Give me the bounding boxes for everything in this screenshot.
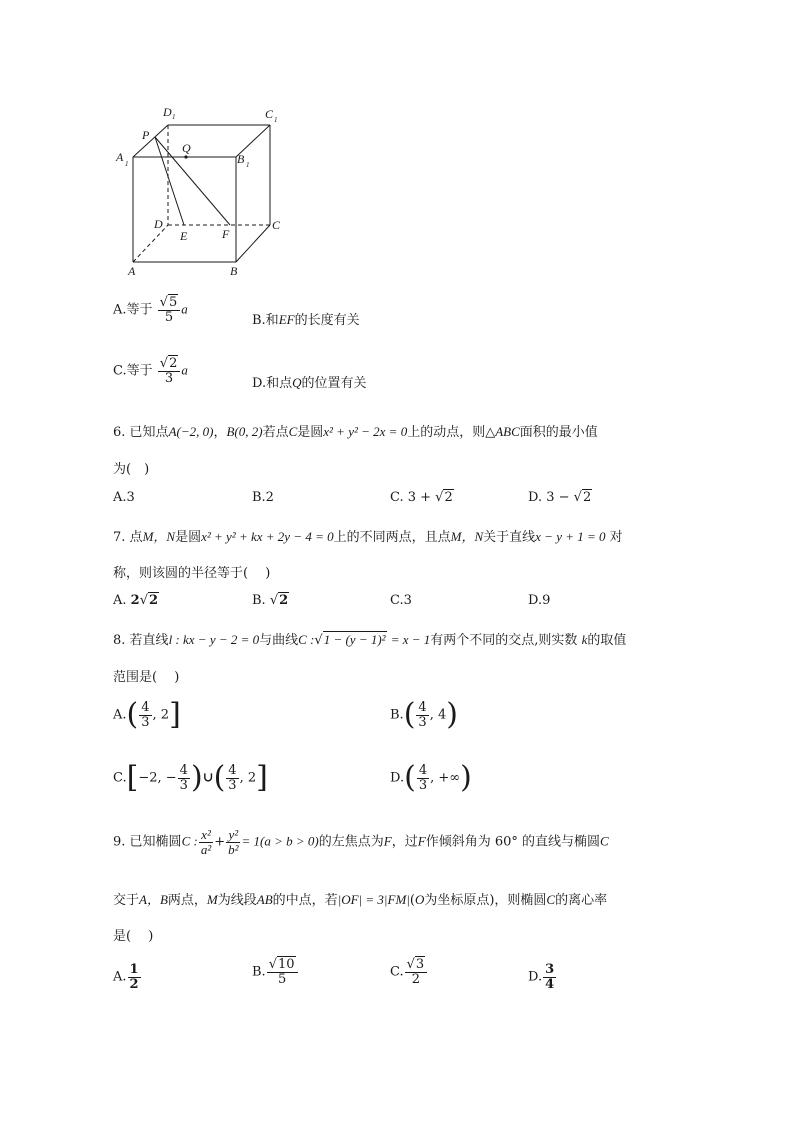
label-C1-sub: 1 xyxy=(274,116,278,124)
q5-a-num: 5 xyxy=(168,295,178,310)
q7-text1: 点 xyxy=(129,530,143,545)
q6-option-b: B.2 xyxy=(252,490,274,505)
q8-option-a: A.( $\frac{4}{3}$ , 2] xyxy=(113,697,181,732)
cube-figure xyxy=(100,95,300,280)
edge-BC xyxy=(236,225,270,262)
label-D: D xyxy=(154,217,163,231)
q8-b-frac xyxy=(416,701,428,729)
q9-text3: ，过 xyxy=(391,834,418,850)
q9-stem-line2 xyxy=(113,889,607,908)
q9-text1: 已知椭圆 xyxy=(129,834,182,850)
q6-c-rad: 2 xyxy=(444,490,453,505)
q9-d-label: D. xyxy=(528,969,543,985)
q7-number: 7. xyxy=(113,530,126,545)
label-Q: Q xyxy=(182,141,191,155)
q8-c-head: −2, − xyxy=(138,770,177,786)
q9-b-den: 5 xyxy=(277,971,287,987)
edge-AD xyxy=(133,225,168,262)
q9-l2c: 为线段 xyxy=(217,893,257,908)
q8-c2-den: 3 xyxy=(228,777,237,793)
q8-line-eq: l : kx − y − 2 = 0 xyxy=(168,632,260,647)
q8-text1: 若直线 xyxy=(129,633,169,648)
q5-c-den: 3 xyxy=(164,370,174,386)
q9-plus: + xyxy=(214,834,226,850)
q7-circle-eq: x² + y² + kx + 2y − 4 = 0 xyxy=(201,529,334,544)
q5-a-fraction: $\frac{√5}{5}$ xyxy=(158,296,181,324)
q9-a-num: 1 xyxy=(129,962,139,977)
q9-text2: 的左焦点为 xyxy=(318,834,384,850)
q7-option-a: A. 2√2 xyxy=(113,593,159,608)
label-B: B xyxy=(230,264,238,278)
q8-d-tail: , +∞ xyxy=(430,770,461,786)
q9-b-num: 10 xyxy=(277,957,295,972)
q6-d-text: D. 3 − xyxy=(528,490,570,505)
q6-circle-eq: x² + y² − 2x = 0 xyxy=(323,424,408,439)
q9-a-label: A. xyxy=(113,969,127,985)
label-A: A xyxy=(128,264,136,278)
q5-c-num: 2 xyxy=(169,356,178,371)
q6-point-b: B(0, 2) xyxy=(226,424,263,439)
q5-a-prefix: A.等于 xyxy=(113,302,153,318)
q6-point-a: A(−2, 0) xyxy=(168,424,214,439)
q9-l2a: 交于 xyxy=(113,893,140,908)
label-A1: A xyxy=(116,150,124,164)
q8-radicand: 1 − (y − 1)² xyxy=(323,632,386,647)
q5-c-prefix: C.等于 xyxy=(113,363,153,379)
label-D1: D xyxy=(163,105,172,119)
q7-a-text: A. xyxy=(113,593,127,608)
q7-option-d: D.9 xyxy=(528,593,551,608)
q8-c2-tail: , 2 xyxy=(239,770,257,786)
q8-d-num: 4 xyxy=(418,762,428,778)
q9-option-a xyxy=(113,963,142,991)
q7-text2: 是圆 xyxy=(175,530,202,545)
q9-a2: a² xyxy=(200,841,212,857)
q9-eq: |OF| = 3|FM| xyxy=(337,892,410,907)
q8-option-b: B.( $\frac{4}{3}$ , 4) xyxy=(390,697,458,732)
q8-k: k xyxy=(581,632,588,647)
q7-mn2: M，N xyxy=(450,529,484,544)
q8-c-den: 3 xyxy=(179,777,188,793)
q6-d-rad: 2 xyxy=(582,490,592,505)
segment-PE xyxy=(155,137,184,225)
q6-text4: 上的动点，则△ xyxy=(407,425,496,440)
q9-l2d: 的中点，若 xyxy=(272,893,338,908)
q8-option-c: C.[−2, − $\frac{4}{3}$ )∪( $\frac{4}{3}$ , 2] xyxy=(113,760,268,795)
q6-text1: 已知点 xyxy=(129,425,169,440)
q5-a-var: a xyxy=(181,301,188,317)
q9-frac-y xyxy=(226,828,240,856)
point-Q xyxy=(184,155,187,158)
q8-b-num: 4 xyxy=(418,699,427,715)
q5-d-suffix: 的位置有关 xyxy=(301,376,367,391)
q9-a-den: 2 xyxy=(129,976,139,992)
q6-option-d: D. 3 − √2 xyxy=(528,490,592,505)
q8-c-pre: C : xyxy=(298,632,315,647)
q9-ab: A，B xyxy=(139,892,168,907)
q7-stem xyxy=(113,526,623,545)
q9-d-frac xyxy=(543,963,556,991)
q8-b-tail: , 4 xyxy=(429,707,447,723)
q8-stem: 8. 若直线l : kx − y − 2 = 0与曲线C :√1 − (y − 1)² = x − 1有两个不同的交点,则实数 k的取值 xyxy=(113,632,627,648)
q8-a-tail: , 2 xyxy=(152,707,170,723)
q7-option-b: B. √2 xyxy=(252,593,289,608)
q9-b-frac: $\frac{√10}{5}$ xyxy=(267,958,298,986)
q9-c-frac: $\frac{√3}{2}$ xyxy=(405,958,428,986)
q9-f: F xyxy=(383,833,392,849)
q6-c-text: C. 3 + xyxy=(390,490,432,505)
edge-A1D1 xyxy=(133,125,168,157)
q8-text4: 的取值 xyxy=(587,633,627,648)
q9-frac-x xyxy=(199,828,213,856)
q6-option-a: A.3 xyxy=(113,490,135,505)
q6-text5: 面积的最小值 xyxy=(519,425,598,440)
q7-stem-line2: 称，则该圆的半径等于( ) xyxy=(113,566,271,581)
q7-b-rad: 2 xyxy=(279,593,289,608)
q5-option-c xyxy=(113,357,188,385)
q8-union: ∪ xyxy=(202,770,214,786)
q8-d-frac xyxy=(417,764,429,792)
q6-sep: ， xyxy=(213,425,227,440)
q5-option-d xyxy=(252,372,367,391)
q5-option-b xyxy=(252,309,360,328)
q9-f2: F xyxy=(417,833,426,849)
q8-a-num: 4 xyxy=(141,699,150,715)
q9-cond: = 1(a > b > 0) xyxy=(241,833,319,849)
q5-b-prefix: B.和 xyxy=(252,313,279,328)
q8-a-label: A. xyxy=(113,707,127,723)
q8-option-d: D.( $\frac{4}{3}$ , +∞) xyxy=(390,760,472,795)
q5-d-var: Q xyxy=(292,375,302,390)
q6-option-c: C. 3 + √2 xyxy=(390,490,453,505)
q8-b-label: B. xyxy=(390,707,404,723)
q7-line-eq: x − y + 1 = 0 xyxy=(535,529,606,544)
segment-PF xyxy=(155,137,230,225)
q5-c-fraction: $\frac{√2}{3}$ xyxy=(158,357,181,385)
q9-a-frac xyxy=(128,963,141,991)
q7-mn: M，N xyxy=(142,529,176,544)
q8-text2: 与曲线 xyxy=(259,633,299,648)
q7-a-rad: 2 xyxy=(149,593,159,608)
q9-text4: 作倾斜角为 60° 的直线与椭圆 xyxy=(425,834,601,850)
label-P: P xyxy=(142,128,150,142)
q9-d-den: 4 xyxy=(545,976,555,992)
q9-l2b: 两点， xyxy=(167,893,207,908)
q9-c-num: 3 xyxy=(415,957,425,972)
q6-text2: 若点 xyxy=(262,425,289,440)
q6-number: 6. xyxy=(113,425,126,440)
q9-c2: C xyxy=(546,892,556,907)
q8-c-num: 4 xyxy=(179,762,188,778)
label-F: F xyxy=(222,227,230,241)
q9-c-label: C. xyxy=(390,964,404,980)
label-E: E xyxy=(180,229,188,243)
label-A1-sub: 1 xyxy=(125,160,129,168)
q7-text5: 对 xyxy=(609,530,623,545)
q8-c2-frac xyxy=(226,764,238,792)
q5-c-var: a xyxy=(181,362,188,378)
q9-y2: y² xyxy=(228,827,239,842)
q9-x2: x² xyxy=(201,827,211,842)
q7-a-coef: 2 xyxy=(130,593,140,608)
q5-b-suffix: 的长度有关 xyxy=(294,313,360,328)
q9-d-num: 3 xyxy=(545,962,555,977)
q9-o: O xyxy=(414,892,425,907)
q6-abc: ABC xyxy=(495,424,520,439)
q8-a-frac xyxy=(139,701,151,729)
q5-b-var: EF xyxy=(278,312,295,327)
q9-l2f: 为坐标原点)，则椭圆 xyxy=(424,893,547,908)
q9-ab2: AB xyxy=(256,892,273,907)
q8-b-den: 3 xyxy=(418,714,427,730)
q7-option-c: C.3 xyxy=(390,593,412,608)
q9-l2g: 的离心率 xyxy=(555,893,608,908)
q8-c-label: C. xyxy=(113,770,127,786)
q8-c-frac xyxy=(178,764,190,792)
label-B1-sub: 1 xyxy=(246,161,250,169)
q5-a-den: 5 xyxy=(164,309,174,325)
q9-b-label: B. xyxy=(252,964,266,980)
label-D1-sub: 1 xyxy=(172,113,176,121)
label-C: C xyxy=(272,218,281,232)
q8-post: = x − 1 xyxy=(390,632,431,647)
q6-stem-line2: 为( ) xyxy=(113,462,150,477)
q6-stem xyxy=(113,421,598,440)
q9-number: 9. xyxy=(113,834,126,850)
q9-option-d xyxy=(528,963,557,991)
q8-c2-num: 4 xyxy=(228,762,237,778)
q8-d-label: D. xyxy=(390,770,405,786)
q9-c: C xyxy=(600,833,609,849)
q9-stem xyxy=(113,828,609,856)
label-B1: B xyxy=(237,152,245,166)
q9-option-b xyxy=(252,958,299,986)
q8-text3: 有两个不同的交点,则实数 xyxy=(430,633,578,648)
q8-a-den: 3 xyxy=(141,714,150,730)
q8-d-den: 3 xyxy=(418,777,428,793)
q7-b-text: B. xyxy=(252,593,266,608)
q9-m: M xyxy=(206,892,218,907)
q9-stem-line3: 是( ) xyxy=(113,929,154,944)
q7-text4: 关于直线 xyxy=(483,530,536,545)
q8-number: 8. xyxy=(113,633,126,648)
q9-c-den: 2 xyxy=(411,971,421,987)
q6-text3: 是圆 xyxy=(297,425,324,440)
q9-l2e: ( xyxy=(409,893,415,908)
label-C1: C xyxy=(265,107,274,121)
q9-option-c xyxy=(390,958,428,986)
q9-c-pre: C : xyxy=(181,833,198,849)
q8-stem-line2: 范围是( ) xyxy=(113,670,180,685)
q5-d-prefix: D.和点 xyxy=(252,376,293,391)
q5-option-a xyxy=(113,296,188,324)
q9-b2: b² xyxy=(228,841,239,857)
q7-text3: 上的不同两点，且点 xyxy=(333,530,451,545)
q6-c: C xyxy=(288,424,298,439)
